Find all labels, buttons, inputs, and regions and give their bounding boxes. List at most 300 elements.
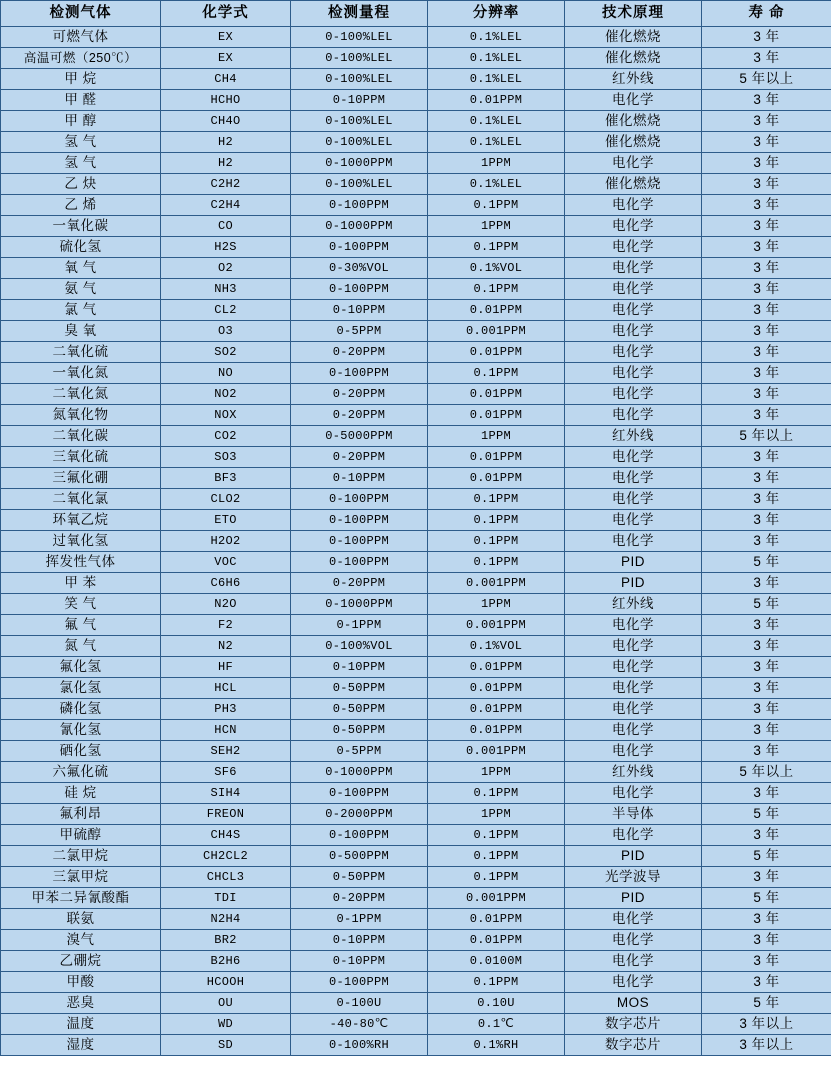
table-row bbox=[1, 615, 831, 636]
cell-detection-range: 0-100%LEL bbox=[291, 132, 428, 153]
cell-chemical-formula: CLO2 bbox=[161, 489, 291, 510]
cell-gas-name: 氢 气 bbox=[1, 132, 161, 153]
cell-chemical-formula: SO3 bbox=[161, 447, 291, 468]
cell-resolution: 0.001PPM bbox=[428, 573, 565, 594]
cell-lifespan: 3 年 bbox=[702, 363, 831, 384]
column-header-gas: 检测气体 bbox=[1, 1, 161, 27]
cell-technical-principle: 电化学 bbox=[565, 258, 702, 279]
table-row bbox=[1, 342, 831, 363]
cell-technical-principle: 红外线 bbox=[565, 762, 702, 783]
cell-chemical-formula: VOC bbox=[161, 552, 291, 573]
table-row bbox=[1, 573, 831, 594]
cell-resolution: 1PPM bbox=[428, 426, 565, 447]
table-row bbox=[1, 678, 831, 699]
cell-resolution: 0.1PPM bbox=[428, 825, 565, 846]
cell-resolution: 0.01PPM bbox=[428, 657, 565, 678]
cell-resolution: 0.01PPM bbox=[428, 909, 565, 930]
cell-lifespan: 3 年 bbox=[702, 321, 831, 342]
cell-chemical-formula: HCHO bbox=[161, 90, 291, 111]
cell-gas-name: 乙 烯 bbox=[1, 195, 161, 216]
cell-detection-range: 0-30%VOL bbox=[291, 258, 428, 279]
table-row bbox=[1, 237, 831, 258]
cell-chemical-formula: C6H6 bbox=[161, 573, 291, 594]
cell-chemical-formula: CHCL3 bbox=[161, 867, 291, 888]
cell-chemical-formula: OU bbox=[161, 993, 291, 1014]
table-row bbox=[1, 363, 831, 384]
cell-chemical-formula: PH3 bbox=[161, 699, 291, 720]
cell-technical-principle: 电化学 bbox=[565, 405, 702, 426]
cell-technical-principle: 电化学 bbox=[565, 363, 702, 384]
cell-chemical-formula: HCOOH bbox=[161, 972, 291, 993]
cell-resolution: 0.1PPM bbox=[428, 846, 565, 867]
cell-lifespan: 3 年 bbox=[702, 216, 831, 237]
cell-chemical-formula: H2 bbox=[161, 153, 291, 174]
table-row bbox=[1, 258, 831, 279]
cell-gas-name: 联氨 bbox=[1, 909, 161, 930]
cell-resolution: 0.1℃ bbox=[428, 1014, 565, 1035]
cell-lifespan: 3 年 bbox=[702, 510, 831, 531]
cell-gas-name: 环氧乙烷 bbox=[1, 510, 161, 531]
table-row bbox=[1, 111, 831, 132]
cell-detection-range: 0-100%LEL bbox=[291, 174, 428, 195]
cell-detection-range: 0-20PPM bbox=[291, 447, 428, 468]
cell-lifespan: 3 年 bbox=[702, 258, 831, 279]
cell-technical-principle: 电化学 bbox=[565, 909, 702, 930]
cell-technical-principle: 电化学 bbox=[565, 90, 702, 111]
cell-lifespan: 3 年以上 bbox=[702, 1035, 831, 1056]
cell-technical-principle: 红外线 bbox=[565, 594, 702, 615]
cell-detection-range: 0-100PPM bbox=[291, 972, 428, 993]
cell-gas-name: 二氧化氯 bbox=[1, 489, 161, 510]
cell-resolution: 1PPM bbox=[428, 594, 565, 615]
table-row bbox=[1, 993, 831, 1014]
cell-chemical-formula: H2S bbox=[161, 237, 291, 258]
cell-technical-principle: 电化学 bbox=[565, 321, 702, 342]
cell-detection-range: 0-2000PPM bbox=[291, 804, 428, 825]
table-row bbox=[1, 846, 831, 867]
cell-resolution: 1PPM bbox=[428, 804, 565, 825]
cell-technical-principle: 电化学 bbox=[565, 930, 702, 951]
cell-gas-name: 温度 bbox=[1, 1014, 161, 1035]
cell-detection-range: 0-1000PPM bbox=[291, 216, 428, 237]
cell-detection-range: 0-50PPM bbox=[291, 678, 428, 699]
cell-gas-name: 氟 气 bbox=[1, 615, 161, 636]
table-row bbox=[1, 216, 831, 237]
cell-technical-principle: 电化学 bbox=[565, 636, 702, 657]
cell-resolution: 0.1%LEL bbox=[428, 111, 565, 132]
table-row bbox=[1, 1035, 831, 1056]
cell-resolution: 0.1PPM bbox=[428, 363, 565, 384]
cell-gas-name: 高温可燃（250℃） bbox=[1, 48, 161, 69]
cell-lifespan: 3 年 bbox=[702, 90, 831, 111]
cell-chemical-formula: F2 bbox=[161, 615, 291, 636]
table-row bbox=[1, 132, 831, 153]
cell-resolution: 0.1%LEL bbox=[428, 69, 565, 90]
cell-technical-principle: 电化学 bbox=[565, 510, 702, 531]
cell-resolution: 0.01PPM bbox=[428, 342, 565, 363]
cell-detection-range: 0-100PPM bbox=[291, 552, 428, 573]
cell-gas-name: 氟利昂 bbox=[1, 804, 161, 825]
cell-resolution: 0.1%LEL bbox=[428, 132, 565, 153]
cell-chemical-formula: SF6 bbox=[161, 762, 291, 783]
cell-detection-range: 0-10PPM bbox=[291, 300, 428, 321]
cell-detection-range: 0-10PPM bbox=[291, 468, 428, 489]
cell-detection-range: 0-500PPM bbox=[291, 846, 428, 867]
table-row bbox=[1, 720, 831, 741]
table-row bbox=[1, 657, 831, 678]
table-row bbox=[1, 384, 831, 405]
cell-lifespan: 3 年 bbox=[702, 27, 831, 48]
cell-detection-range: 0-20PPM bbox=[291, 405, 428, 426]
cell-gas-name: 甲 醛 bbox=[1, 90, 161, 111]
cell-resolution: 0.1PPM bbox=[428, 972, 565, 993]
table-row bbox=[1, 951, 831, 972]
cell-lifespan: 3 年 bbox=[702, 405, 831, 426]
cell-detection-range: 0-5000PPM bbox=[291, 426, 428, 447]
table-row bbox=[1, 867, 831, 888]
cell-technical-principle: 电化学 bbox=[565, 195, 702, 216]
cell-resolution: 0.1%VOL bbox=[428, 636, 565, 657]
cell-lifespan: 5 年 bbox=[702, 552, 831, 573]
cell-detection-range: 0-1PPM bbox=[291, 615, 428, 636]
table-row bbox=[1, 321, 831, 342]
cell-technical-principle: 催化燃烧 bbox=[565, 111, 702, 132]
cell-detection-range: 0-5PPM bbox=[291, 321, 428, 342]
cell-gas-name: 可燃气体 bbox=[1, 27, 161, 48]
cell-chemical-formula: EX bbox=[161, 48, 291, 69]
cell-resolution: 0.01PPM bbox=[428, 447, 565, 468]
cell-lifespan: 5 年以上 bbox=[702, 69, 831, 90]
cell-lifespan: 3 年 bbox=[702, 174, 831, 195]
table-row bbox=[1, 552, 831, 573]
cell-detection-range: 0-20PPM bbox=[291, 888, 428, 909]
cell-chemical-formula: NO2 bbox=[161, 384, 291, 405]
cell-gas-name: 过氧化氢 bbox=[1, 531, 161, 552]
cell-gas-name: 氧 气 bbox=[1, 258, 161, 279]
cell-chemical-formula: CH2CL2 bbox=[161, 846, 291, 867]
cell-resolution: 0.0100M bbox=[428, 951, 565, 972]
cell-gas-name: 磷化氢 bbox=[1, 699, 161, 720]
table-row bbox=[1, 48, 831, 69]
cell-chemical-formula: H2O2 bbox=[161, 531, 291, 552]
cell-technical-principle: 电化学 bbox=[565, 741, 702, 762]
cell-detection-range: 0-100%LEL bbox=[291, 111, 428, 132]
cell-lifespan: 3 年 bbox=[702, 741, 831, 762]
cell-detection-range: 0-50PPM bbox=[291, 867, 428, 888]
cell-technical-principle: 红外线 bbox=[565, 69, 702, 90]
cell-gas-name: 二氯甲烷 bbox=[1, 846, 161, 867]
table-body bbox=[1, 27, 831, 1056]
cell-resolution: 0.001PPM bbox=[428, 888, 565, 909]
cell-technical-principle: 电化学 bbox=[565, 951, 702, 972]
cell-technical-principle: 电化学 bbox=[565, 720, 702, 741]
cell-resolution: 0.1PPM bbox=[428, 783, 565, 804]
cell-gas-name: 乙 炔 bbox=[1, 174, 161, 195]
cell-resolution: 1PPM bbox=[428, 762, 565, 783]
cell-resolution: 0.001PPM bbox=[428, 321, 565, 342]
cell-detection-range: 0-1000PPM bbox=[291, 762, 428, 783]
cell-gas-name: 二氧化碳 bbox=[1, 426, 161, 447]
cell-lifespan: 3 年 bbox=[702, 447, 831, 468]
cell-resolution: 0.01PPM bbox=[428, 699, 565, 720]
cell-chemical-formula: WD bbox=[161, 1014, 291, 1035]
cell-detection-range: 0-100PPM bbox=[291, 825, 428, 846]
cell-gas-name: 三氧化硫 bbox=[1, 447, 161, 468]
cell-technical-principle: 电化学 bbox=[565, 384, 702, 405]
cell-technical-principle: 数字芯片 bbox=[565, 1014, 702, 1035]
cell-resolution: 0.001PPM bbox=[428, 741, 565, 762]
cell-lifespan: 3 年 bbox=[702, 951, 831, 972]
cell-lifespan: 3 年 bbox=[702, 195, 831, 216]
cell-detection-range: 0-100PPM bbox=[291, 783, 428, 804]
cell-resolution: 0.1PPM bbox=[428, 867, 565, 888]
cell-gas-name: 氰化氢 bbox=[1, 720, 161, 741]
cell-lifespan: 3 年 bbox=[702, 720, 831, 741]
table-row bbox=[1, 27, 831, 48]
cell-lifespan: 3 年 bbox=[702, 384, 831, 405]
cell-resolution: 0.1PPM bbox=[428, 510, 565, 531]
cell-detection-range: 0-100PPM bbox=[291, 363, 428, 384]
cell-detection-range: 0-100PPM bbox=[291, 531, 428, 552]
cell-detection-range: 0-100U bbox=[291, 993, 428, 1014]
cell-detection-range: 0-100%LEL bbox=[291, 27, 428, 48]
cell-lifespan: 3 年 bbox=[702, 132, 831, 153]
table-row bbox=[1, 405, 831, 426]
cell-chemical-formula: CH4S bbox=[161, 825, 291, 846]
table-row bbox=[1, 195, 831, 216]
cell-resolution: 0.10U bbox=[428, 993, 565, 1014]
cell-resolution: 0.01PPM bbox=[428, 468, 565, 489]
table-row bbox=[1, 888, 831, 909]
cell-chemical-formula: O2 bbox=[161, 258, 291, 279]
cell-lifespan: 3 年 bbox=[702, 867, 831, 888]
cell-resolution: 0.01PPM bbox=[428, 90, 565, 111]
cell-lifespan: 3 年以上 bbox=[702, 1014, 831, 1035]
cell-detection-range: 0-10PPM bbox=[291, 657, 428, 678]
cell-technical-principle: 电化学 bbox=[565, 783, 702, 804]
cell-detection-range: 0-50PPM bbox=[291, 720, 428, 741]
cell-chemical-formula: FREON bbox=[161, 804, 291, 825]
table-row bbox=[1, 594, 831, 615]
cell-detection-range: 0-10PPM bbox=[291, 930, 428, 951]
cell-lifespan: 3 年 bbox=[702, 531, 831, 552]
cell-resolution: 0.1PPM bbox=[428, 195, 565, 216]
cell-technical-principle: PID bbox=[565, 888, 702, 909]
cell-chemical-formula: C2H4 bbox=[161, 195, 291, 216]
table-row bbox=[1, 699, 831, 720]
table-header-row bbox=[1, 1, 831, 27]
cell-lifespan: 5 年 bbox=[702, 846, 831, 867]
cell-lifespan: 3 年 bbox=[702, 972, 831, 993]
cell-gas-name: 六氟化硫 bbox=[1, 762, 161, 783]
cell-detection-range: 0-100PPM bbox=[291, 510, 428, 531]
cell-technical-principle: 电化学 bbox=[565, 153, 702, 174]
cell-lifespan: 3 年 bbox=[702, 300, 831, 321]
cell-resolution: 0.01PPM bbox=[428, 678, 565, 699]
cell-technical-principle: 催化燃烧 bbox=[565, 132, 702, 153]
cell-lifespan: 3 年 bbox=[702, 48, 831, 69]
table-row bbox=[1, 930, 831, 951]
table-row bbox=[1, 90, 831, 111]
table-row bbox=[1, 762, 831, 783]
cell-resolution: 0.001PPM bbox=[428, 615, 565, 636]
cell-detection-range: 0-10PPM bbox=[291, 951, 428, 972]
cell-gas-name: 挥发性气体 bbox=[1, 552, 161, 573]
cell-detection-range: 0-1000PPM bbox=[291, 594, 428, 615]
cell-lifespan: 3 年 bbox=[702, 468, 831, 489]
cell-detection-range: 0-100%LEL bbox=[291, 48, 428, 69]
cell-chemical-formula: B2H6 bbox=[161, 951, 291, 972]
cell-detection-range: 0-1000PPM bbox=[291, 153, 428, 174]
cell-resolution: 0.1PPM bbox=[428, 237, 565, 258]
cell-technical-principle: 电化学 bbox=[565, 342, 702, 363]
table-row bbox=[1, 972, 831, 993]
cell-technical-principle: 电化学 bbox=[565, 216, 702, 237]
cell-lifespan: 3 年 bbox=[702, 153, 831, 174]
cell-gas-name: 硫化氢 bbox=[1, 237, 161, 258]
cell-technical-principle: 电化学 bbox=[565, 825, 702, 846]
cell-gas-name: 一氧化氮 bbox=[1, 363, 161, 384]
cell-chemical-formula: CO2 bbox=[161, 426, 291, 447]
cell-resolution: 0.1PPM bbox=[428, 489, 565, 510]
cell-lifespan: 3 年 bbox=[702, 636, 831, 657]
cell-lifespan: 3 年 bbox=[702, 825, 831, 846]
cell-technical-principle: 光学波导 bbox=[565, 867, 702, 888]
cell-gas-name: 甲酸 bbox=[1, 972, 161, 993]
cell-resolution: 0.1PPM bbox=[428, 552, 565, 573]
cell-lifespan: 3 年 bbox=[702, 699, 831, 720]
cell-chemical-formula: ETO bbox=[161, 510, 291, 531]
cell-technical-principle: 数字芯片 bbox=[565, 1035, 702, 1056]
cell-resolution: 0.1PPM bbox=[428, 531, 565, 552]
table-row bbox=[1, 741, 831, 762]
cell-gas-name: 恶臭 bbox=[1, 993, 161, 1014]
cell-lifespan: 3 年 bbox=[702, 783, 831, 804]
cell-detection-range: 0-100PPM bbox=[291, 195, 428, 216]
cell-lifespan: 3 年 bbox=[702, 111, 831, 132]
cell-lifespan: 3 年 bbox=[702, 279, 831, 300]
cell-gas-name: 甲 苯 bbox=[1, 573, 161, 594]
cell-chemical-formula: BF3 bbox=[161, 468, 291, 489]
cell-detection-range: -40-80℃ bbox=[291, 1014, 428, 1035]
cell-resolution: 0.1%VOL bbox=[428, 258, 565, 279]
cell-gas-name: 甲 烷 bbox=[1, 69, 161, 90]
cell-detection-range: 0-5PPM bbox=[291, 741, 428, 762]
cell-lifespan: 3 年 bbox=[702, 930, 831, 951]
cell-gas-name: 溴气 bbox=[1, 930, 161, 951]
cell-technical-principle: 电化学 bbox=[565, 489, 702, 510]
cell-chemical-formula: TDI bbox=[161, 888, 291, 909]
cell-chemical-formula: CL2 bbox=[161, 300, 291, 321]
cell-technical-principle: MOS bbox=[565, 993, 702, 1014]
table-row bbox=[1, 510, 831, 531]
cell-detection-range: 0-20PPM bbox=[291, 573, 428, 594]
cell-chemical-formula: NO bbox=[161, 363, 291, 384]
table-row bbox=[1, 426, 831, 447]
cell-lifespan: 5 年以上 bbox=[702, 762, 831, 783]
cell-resolution: 0.1%RH bbox=[428, 1035, 565, 1056]
cell-chemical-formula: SEH2 bbox=[161, 741, 291, 762]
cell-technical-principle: 电化学 bbox=[565, 468, 702, 489]
cell-gas-name: 二氧化氮 bbox=[1, 384, 161, 405]
cell-detection-range: 0-100PPM bbox=[291, 489, 428, 510]
cell-gas-name: 甲硫醇 bbox=[1, 825, 161, 846]
cell-detection-range: 0-1PPM bbox=[291, 909, 428, 930]
table-row bbox=[1, 783, 831, 804]
cell-detection-range: 0-20PPM bbox=[291, 384, 428, 405]
cell-detection-range: 0-20PPM bbox=[291, 342, 428, 363]
cell-gas-name: 氯 气 bbox=[1, 300, 161, 321]
cell-technical-principle: 电化学 bbox=[565, 300, 702, 321]
cell-chemical-formula: HCL bbox=[161, 678, 291, 699]
cell-chemical-formula: N2O bbox=[161, 594, 291, 615]
table-row bbox=[1, 825, 831, 846]
cell-chemical-formula: SO2 bbox=[161, 342, 291, 363]
table-row bbox=[1, 1014, 831, 1035]
cell-chemical-formula: CH4 bbox=[161, 69, 291, 90]
cell-chemical-formula: CH4O bbox=[161, 111, 291, 132]
cell-resolution: 0.01PPM bbox=[428, 384, 565, 405]
cell-detection-range: 0-50PPM bbox=[291, 699, 428, 720]
cell-lifespan: 5 年 bbox=[702, 993, 831, 1014]
cell-resolution: 0.1PPM bbox=[428, 279, 565, 300]
cell-gas-name: 笑 气 bbox=[1, 594, 161, 615]
cell-gas-name: 二氧化硫 bbox=[1, 342, 161, 363]
cell-gas-name: 湿度 bbox=[1, 1035, 161, 1056]
cell-detection-range: 0-100%LEL bbox=[291, 69, 428, 90]
cell-resolution: 0.1%LEL bbox=[428, 174, 565, 195]
cell-resolution: 1PPM bbox=[428, 153, 565, 174]
cell-technical-principle: 电化学 bbox=[565, 279, 702, 300]
cell-lifespan: 3 年 bbox=[702, 615, 831, 636]
column-header-range: 检测量程 bbox=[291, 1, 428, 27]
cell-chemical-formula: H2 bbox=[161, 132, 291, 153]
cell-detection-range: 0-100%RH bbox=[291, 1035, 428, 1056]
cell-lifespan: 3 年 bbox=[702, 573, 831, 594]
column-header-lifespan: 寿 命 bbox=[702, 1, 831, 27]
cell-technical-principle: 电化学 bbox=[565, 531, 702, 552]
cell-lifespan: 3 年 bbox=[702, 909, 831, 930]
table-row bbox=[1, 279, 831, 300]
cell-lifespan: 3 年 bbox=[702, 237, 831, 258]
cell-technical-principle: 电化学 bbox=[565, 657, 702, 678]
table-row bbox=[1, 300, 831, 321]
cell-gas-name: 氯化氢 bbox=[1, 678, 161, 699]
cell-chemical-formula: CO bbox=[161, 216, 291, 237]
cell-detection-range: 0-10PPM bbox=[291, 90, 428, 111]
cell-chemical-formula: BR2 bbox=[161, 930, 291, 951]
table-row bbox=[1, 636, 831, 657]
cell-technical-principle: 电化学 bbox=[565, 678, 702, 699]
cell-gas-name: 一氧化碳 bbox=[1, 216, 161, 237]
cell-lifespan: 5 年 bbox=[702, 888, 831, 909]
cell-gas-name: 甲苯二异氰酸酯 bbox=[1, 888, 161, 909]
cell-chemical-formula: SIH4 bbox=[161, 783, 291, 804]
cell-lifespan: 3 年 bbox=[702, 342, 831, 363]
cell-gas-name: 硅 烷 bbox=[1, 783, 161, 804]
table-row bbox=[1, 174, 831, 195]
cell-resolution: 0.01PPM bbox=[428, 300, 565, 321]
cell-resolution: 0.01PPM bbox=[428, 720, 565, 741]
cell-gas-name: 乙硼烷 bbox=[1, 951, 161, 972]
cell-resolution: 0.01PPM bbox=[428, 930, 565, 951]
cell-lifespan: 5 年以上 bbox=[702, 426, 831, 447]
table-row bbox=[1, 531, 831, 552]
cell-resolution: 0.1%LEL bbox=[428, 27, 565, 48]
cell-technical-principle: 电化学 bbox=[565, 972, 702, 993]
cell-gas-name: 三氟化硼 bbox=[1, 468, 161, 489]
cell-chemical-formula: NOX bbox=[161, 405, 291, 426]
